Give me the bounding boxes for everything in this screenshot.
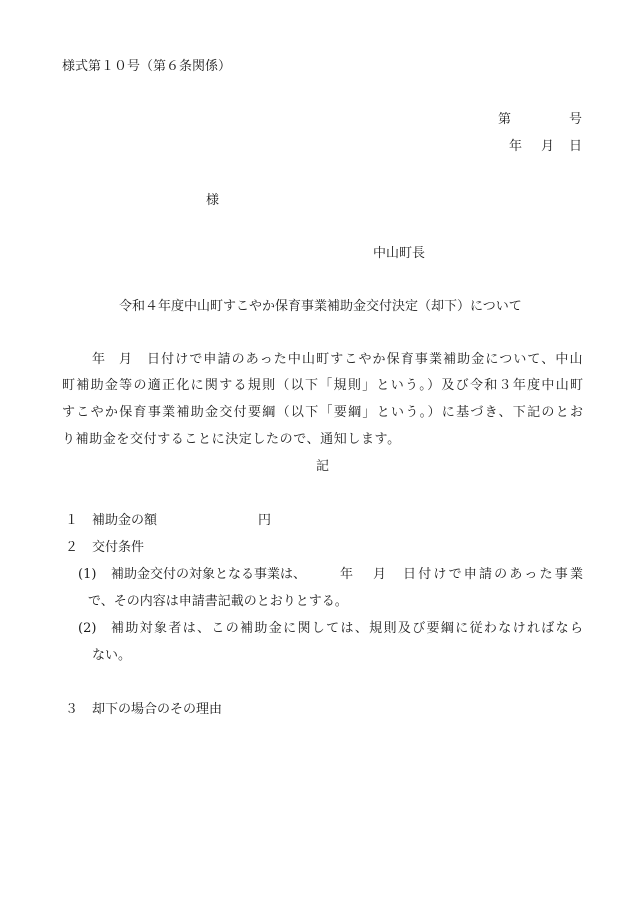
item-2-number: ２ <box>65 540 79 555</box>
body-line-4: り補助金を交付することに決定したので、通知します。 <box>62 432 401 447</box>
item-1-number: １ <box>65 513 79 528</box>
date-year: 年 <box>509 139 523 154</box>
item-2-sub-1-month: 月 <box>373 567 387 582</box>
doc-number-suffix: 号 <box>569 112 583 127</box>
item-3-number: ３ <box>65 702 79 717</box>
item-3-label: 却下の場合のその理由 <box>92 702 223 717</box>
item-1-unit: 円 <box>258 513 272 528</box>
item-1-label: 補助金の額 <box>92 513 158 528</box>
doc-number-prefix: 第 <box>498 112 512 127</box>
addressee-suffix: 様 <box>206 193 220 208</box>
item-2-label: 交付条件 <box>92 540 145 555</box>
issuer: 中山町長 <box>373 246 426 261</box>
item-2-sub-1-year: 年 <box>340 567 354 582</box>
item-2-sub-1-continuation: で、その内容は申請書記載のとおりとする。 <box>88 594 348 609</box>
date-day: 日 <box>569 139 583 154</box>
item-2-sub-2-text: 補助対象者は、この補助金に関しては、規則及び要綱に従わなければなら <box>111 621 583 636</box>
body-line-1-text: 日付けで申請のあった中山町すこやか保育事業補助金について、中山 <box>147 352 583 367</box>
date-month: 月 <box>541 139 555 154</box>
document-title: 令和４年度中山町すこやか保育事業補助金交付決定（却下）について <box>119 299 522 314</box>
item-2-sub-1-text-a: 補助金交付の対象となる事業は、 <box>111 567 307 582</box>
body-line-2: 町補助金等の適正化に関する規則（以下「規則」という。）及び令和３年度中山町 <box>62 378 583 393</box>
ki-heading: 記 <box>316 459 330 474</box>
form-label: 様式第１０号（第６条関係） <box>62 59 232 74</box>
body-line-1-year: 年 <box>92 352 106 367</box>
item-2-sub-1-text-b: 日付けで申請のあった事業 <box>403 567 583 582</box>
item-2-sub-2-continuation: ない。 <box>92 648 132 663</box>
body-line-1-month: 月 <box>119 352 133 367</box>
body-line-3: すこやか保育事業補助金交付要綱（以下「要綱」という。）に基づき、下記のとお <box>62 405 583 420</box>
item-2-sub-1-number: (1) <box>78 567 97 582</box>
item-2-sub-2-number: (2) <box>78 621 97 636</box>
